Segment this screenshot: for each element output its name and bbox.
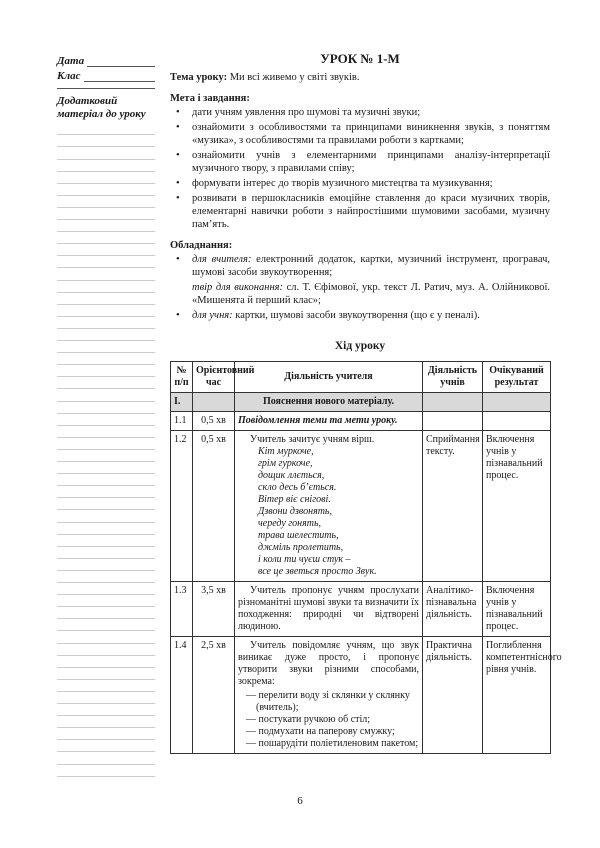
goal-item: • дати учням уявлення про шумові та музичні звуки; [170,106,550,119]
row-num: 1.2 [171,431,193,582]
ruled-notes-area [57,123,155,777]
row-time: 0,5 хв [193,431,235,582]
goal-item: • формувати інтерес до творів музичного мистецтва та музикування; [170,177,550,190]
equip-student-text: картки, шумові засоби звукоутворення (що є у пеналі). [232,310,480,321]
goal-item: • ознайомити учнів з елементарними принципами аналізу-інтерпретації музичного твору, з правилами співу; [170,149,550,175]
class-label: Клас [57,70,81,82]
methods-list [238,690,419,750]
equipment-list-student [170,309,550,322]
row-result: Включення учнів у пізнавальний процес. [483,431,551,582]
lesson-topic [170,71,550,84]
poem-line: джміль пролетить, [258,542,344,553]
goals-heading: Мета і завдання: [170,93,250,104]
equipment-student [170,309,550,322]
goal-item: • ознайомити з особливостями та принципами виникнення звуків, з поняттям «музика», з особливостями та правилами роботи з картками; [170,121,550,147]
lesson-content [170,51,562,754]
row-result: Поглиблення компетентнісного рівня учнів. [483,637,551,754]
equipment-heading: Обладнання: [170,240,233,251]
margin-column [57,52,155,777]
topic-text: Ми всі живемо у світі звуків. [227,72,360,83]
row-num: 1.1 [171,412,193,431]
row-num: 1.3 [171,582,193,637]
method-item: — подмухати на паперову смужку; [246,726,395,737]
equip-teacher-text: електронний додаток, картки, музичний інструмент, програвач, шумові засоби звукоутворення; [192,254,550,278]
lesson-plan-table [170,361,562,754]
section-result [483,393,551,412]
poem-line: череду гонять, [258,518,322,529]
table-row [171,582,551,637]
row-teacher-text: Учитель зачитує учням вірш. [250,434,375,445]
row-num: 1.4 [171,637,193,754]
equipment-teacher [170,253,550,279]
poem-line: Дзвони дзвонять, [258,506,332,517]
goal-item: • розвивати в першокласників емоційне ставлення до краси музичних творів, елементарні навички роботи з найпростішими шумовими засобами, музичну пам’ять. [170,192,550,231]
row-time: 3,5 хв [193,582,235,637]
course-title: Хід уроку [334,340,386,352]
row-students: Сприймання тексту. [423,431,483,582]
table-row [171,412,551,431]
goals-list [170,106,550,231]
row-students: Практична діяльність. [423,637,483,754]
row-teacher: Учитель пропонує учням прослухати різноманітні шумові звуки та визначити їх походження: природні чи відтворені людиною. [235,582,423,637]
table-row [171,637,551,754]
section-title: Пояснення нового матеріалу. [235,393,423,412]
extra-material-label-1: Додатковий [57,95,118,107]
poem-line: Вітер віє снігові. [258,494,331,505]
class-line [57,67,155,82]
class-fill-line [84,71,156,82]
equip-piece-text: сл. Т. Єфімової, укр. текст Л. Ратич, муз. А. Олійникової. «Мишенята й перший клас»; [192,282,551,306]
method-item: — пошарудіти поліетиленовим пакетом; [246,738,419,749]
row-time: 2,5 хв [193,637,235,754]
extra-material-label-2: матеріал до уроку [57,108,146,120]
poem-line: трава шелестить, [258,530,339,541]
equip-piece-label: твір для виконання: [192,282,284,293]
equip-teacher-label: для вчителя: [192,254,252,265]
poem-line: грім гуркоче, [258,458,313,469]
method-item: — перелити воду зі склянки у склянку (вчитель); [246,690,410,713]
equip-student-label: для учня: [192,310,233,321]
header-students: Діяльність учнів [423,362,483,393]
section-time [193,393,235,412]
date-line [57,52,155,67]
method-item: — постукати ручкою об стіл; [246,714,371,725]
date-fill-line [87,56,155,67]
lesson-title: УРОК № 1-М [320,51,400,66]
table-row [171,431,551,582]
row-teacher [235,637,423,754]
section-students [423,393,483,412]
row-teacher [235,431,423,582]
date-label: Дата [57,55,85,67]
row-students [423,412,483,431]
poem-line: Кіт муркоче, [258,446,314,457]
header-teacher: Діяльність учителя [235,362,423,393]
equipment-piece [170,281,550,307]
row-students: Аналітико-пізнавальна діяльність. [423,582,483,637]
row-teacher: Повідомлення теми та мети уроку. [235,412,423,431]
section-num: I. [171,393,193,412]
table-header-row [171,362,551,393]
header-time: Орієнтовний час [193,362,235,393]
row-time: 0,5 хв [193,412,235,431]
header-num: № п/п [171,362,193,393]
row-result [483,412,551,431]
equipment-list [170,253,550,279]
page-number: 6 [297,795,303,807]
poem-line: дощик ллється, [258,470,325,481]
row-result: Включення учнів у пізнавальний процес. [483,582,551,637]
poem-line: скло десь б’ється. [258,482,337,493]
margin-divider [57,88,155,89]
section-row [171,393,551,412]
extra-material-heading [57,95,155,121]
poem [238,446,419,578]
row-teacher-text: Учитель повідомляє учням, що звук виникає дуже просто, і пропонує утворити звуки різними способами, зокрема: [238,640,419,687]
header-result: Очікуваний результат [483,362,551,393]
poem-line: і коли ти чуєш стук – [258,554,351,565]
poem-line: все це зветься просто Звук. [258,566,377,577]
topic-label: Тема уроку: [170,72,228,83]
